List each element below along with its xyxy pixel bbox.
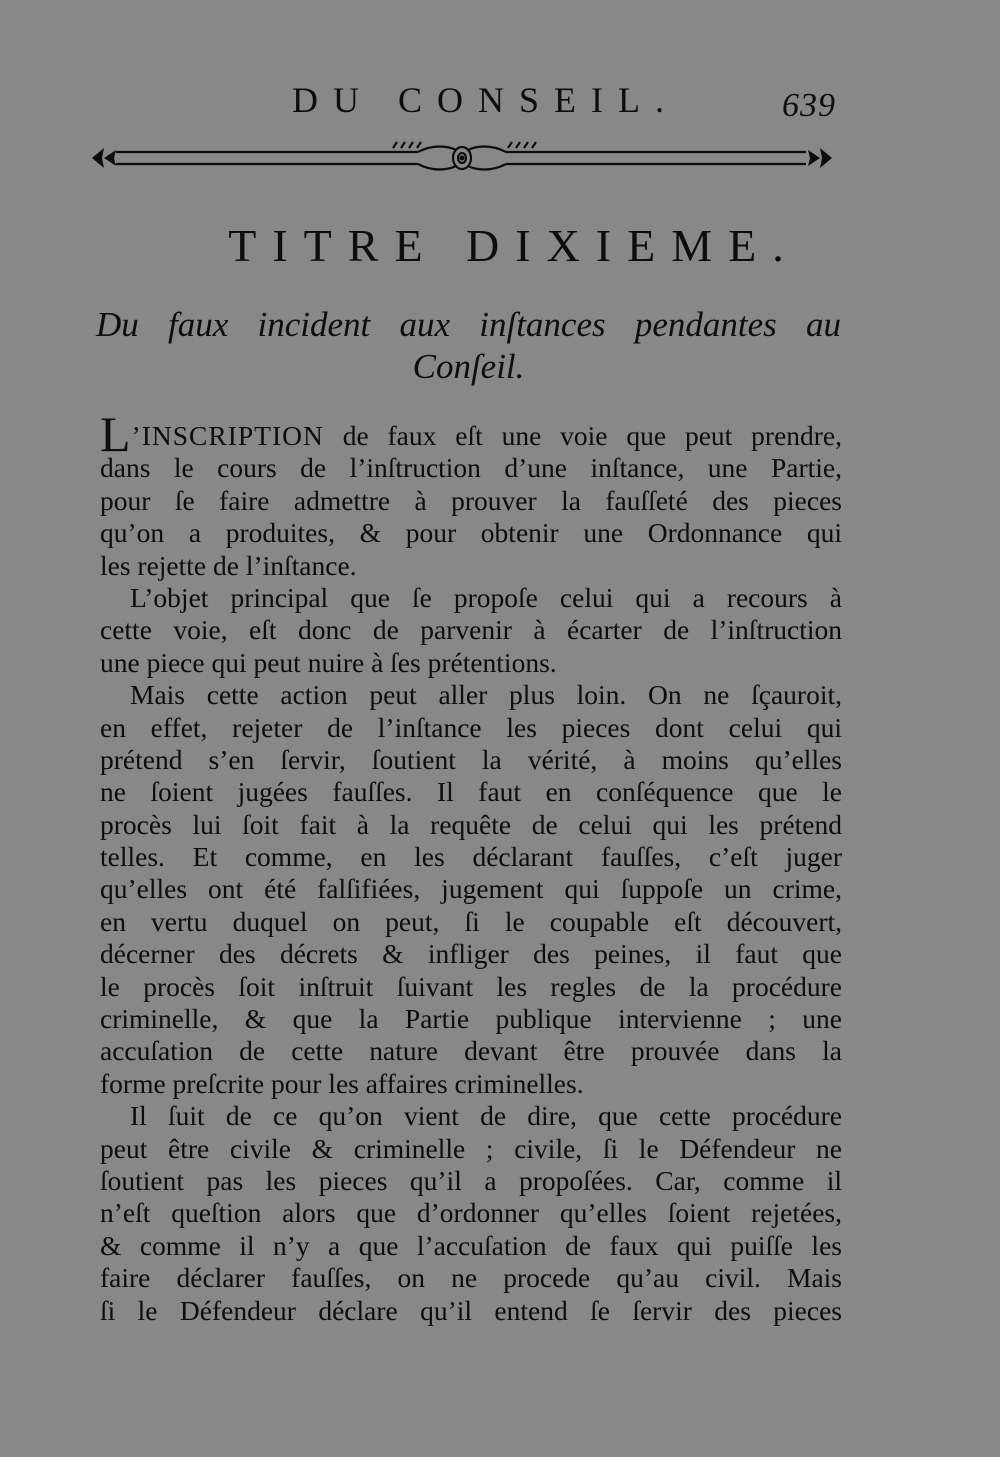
- text-line: forme preſcrite pour les affaires criminelles.: [100, 1067, 584, 1099]
- chapter-title: TITRE DIXIEME.: [228, 220, 800, 271]
- text-line: qu’elles ont été falſifiées, jugement qui ſuppoſe un crime,: [100, 873, 842, 905]
- text-line: ſoutient pas les pieces qu’il a propoſées. Car, comme il: [100, 1164, 842, 1196]
- text-line: prétend s’en ſervir, ſoutient la vérité, à moins qu’elles: [100, 743, 842, 775]
- running-head: [0, 78, 1000, 128]
- text-line: & comme il n’y a que l’accuſation de faux qui puiſſe les: [100, 1229, 842, 1261]
- text-line: une piece qui peut nuire à ſes prétentions.: [100, 646, 557, 678]
- text-line: cette voie, eſt donc de parvenir à écarter de l’inſtruction: [100, 614, 842, 646]
- chapter-subtitle: [96, 304, 841, 388]
- lead-word: ’INSCRIPTION: [131, 420, 324, 451]
- subtitle-line: Du faux incident aux inſtances pendantes au: [96, 305, 841, 344]
- text-line: criminelle, & que la Partie publique intervienne ; une: [100, 1003, 842, 1035]
- text-line: ſi le Défendeur déclare qu’il entend ſe ſervir des pieces: [100, 1294, 842, 1326]
- text-line: accuſation de cette nature devant être prouvée dans la: [100, 1035, 842, 1067]
- text-line: en effet, rejeter de l’inſtance les pieces dont celui qui: [100, 711, 842, 743]
- text-line: ne ſoient jugées fauſſes. Il faut en conſéquence que le: [100, 776, 842, 808]
- running-title: DU CONSEIL.: [292, 80, 679, 120]
- text-line: le procès ſoit inſtruit ſuivant les regles de la procédure: [100, 970, 842, 1002]
- text-line: en vertu duquel on peut, ſi le coupable eſt découvert,: [100, 905, 842, 937]
- text-line: pour ſe faire admettre à prouver la fauſſeté des pieces: [100, 484, 842, 516]
- ornamental-rule: [88, 138, 836, 178]
- text-line: les rejette de l’inſtance.: [100, 549, 357, 581]
- page-number: 639: [782, 87, 836, 124]
- subtitle-line: Conſeil.: [412, 347, 525, 386]
- text-line: telles. Et comme, en les déclarant fauſſes, c’eſt juger: [100, 841, 842, 873]
- text-line: Mais cette action peut aller plus loin. On ne ſçauroit,: [130, 679, 842, 711]
- text-line: [100, 406, 843, 462]
- text-line: dans le cours de l’inſtruction d’une inſtance, une Partie,: [100, 452, 842, 484]
- text-line: faire déclarer fauſſes, on ne procede qu’au civil. Mais: [100, 1262, 842, 1294]
- text-line: qu’on a produites, & pour obtenir une Ordonnance qui: [100, 517, 842, 549]
- text-line: n’eſt queſtion alors que d’ordonner qu’elles ſoient rejetées,: [100, 1197, 842, 1229]
- text-line: L’objet principal que ſe propoſe celui qui a recours à: [130, 581, 842, 613]
- drop-cap: L: [100, 406, 131, 462]
- text-line: peut être civile & criminelle ; civile, ſi le Défendeur ne: [100, 1132, 842, 1164]
- line-text: de faux eſt une voie que peut prendre,: [342, 420, 843, 451]
- body-text: [100, 406, 843, 1327]
- text-line: procès lui ſoit fait à la requête de celui qui les prétend: [100, 808, 842, 840]
- text-line: Il ſuit de ce qu’on vient de dire, que cette procédure: [130, 1100, 842, 1132]
- text-line: décerner des décrets & infliger des peines, il faut que: [100, 938, 842, 970]
